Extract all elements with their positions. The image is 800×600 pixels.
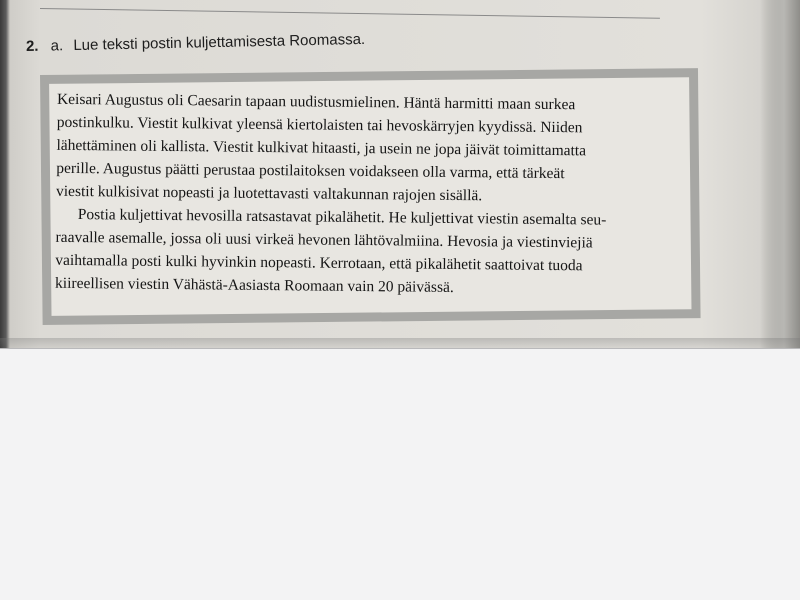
exercise-heading bbox=[26, 31, 365, 55]
reading-text bbox=[55, 88, 679, 302]
blank-covering-sheet bbox=[0, 348, 800, 600]
reading-text-box bbox=[40, 68, 701, 325]
text-line: postinkulku. Viestit kulkivat yleensä kiertolaisten tai hevoskärryjen kyydissä. Niiden bbox=[56, 113, 583, 137]
exercise-number: 2. bbox=[25, 37, 39, 55]
text-line: kiireellisen viestin Vähästä-Aasiasta Roomaan vain 20 päivässä. bbox=[54, 274, 454, 296]
text-line: Keisari Augustus oli Caesarin tapaan uudistusmielinen. Häntä harmitti maan surkea bbox=[56, 90, 576, 114]
page-edge-shadow bbox=[760, 0, 800, 348]
exercise-instruction: Lue teksti postin kuljettamisesta Roomassa. bbox=[73, 30, 366, 55]
top-divider-line bbox=[40, 8, 660, 19]
text-line: vaihtamalla posti kulki hyvinkin nopeasti. Kerrotaan, että pikalähetit saattoivat tuoda bbox=[55, 251, 583, 275]
exercise-part-label: a. bbox=[50, 37, 64, 55]
text-line: raavalle asemalle, jossa oli uusi virkeä hevonen lähtövalmiina. Hevosia ja viestinviejiä bbox=[55, 228, 593, 252]
text-line: perille. Augustus päätti perustaa postilaitoksen voidakseen olla varma, että tärkeät bbox=[56, 159, 565, 183]
text-line: viestit kulkisivat nopeasti ja luotettavasti valtakunnan rajojen sisällä. bbox=[55, 182, 483, 205]
text-line: lähettäminen oli kallista. Viestit kulkivat hitaasti, ja usein ne jopa jäivät toimittamatta bbox=[56, 136, 587, 160]
text-line: Postia kuljettivat hevosilla ratsastavat pikalähetit. He kuljettivat viestin asemalta seu- bbox=[77, 206, 607, 229]
